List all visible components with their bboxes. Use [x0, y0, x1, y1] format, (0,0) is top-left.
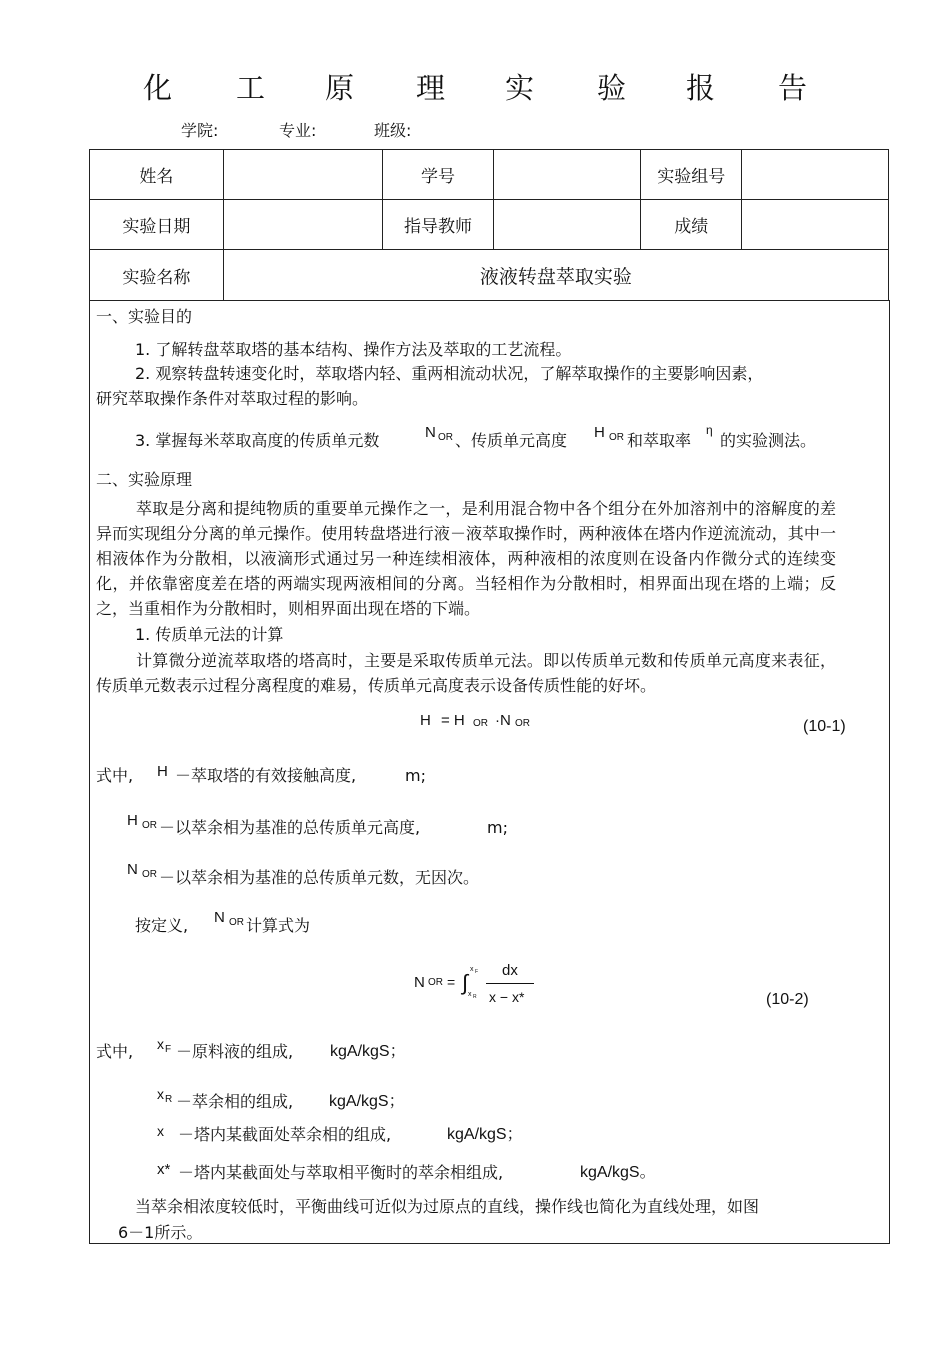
experiment-name-label: 实验名称: [90, 250, 224, 301]
principle-paragraph: 计算微分逆流萃取塔的塔高时，主要是采取传质单元法。即以传质单元数和传质单元高度来表征，传质单元数表示过程分离程度的难易，传质单元高度表示设备传质性能的好坏。: [96, 651, 836, 695]
numerator: dx: [502, 962, 518, 979]
unit-text: kgA/kgS；: [329, 1093, 405, 1110]
definition-text: －萃取塔的有效接触高度,: [175, 766, 357, 785]
objective-item: 的实验测法。: [720, 431, 817, 450]
eq1-h: H: [420, 712, 431, 729]
definition-text: 按定义,: [135, 916, 189, 935]
xr-symbol: x: [157, 1086, 164, 1102]
class-label: 班级:: [374, 121, 412, 140]
title-char: 报: [686, 71, 716, 105]
n-or-symbol: N: [127, 861, 138, 878]
integral-sign: ∫: [462, 970, 469, 995]
or-subscript: OR: [438, 432, 453, 443]
objective-item: 1. 了解转盘萃取塔的基本结构、操作方法及萃取的工艺流程。: [135, 340, 572, 359]
definition-prefix: 式中,: [96, 766, 134, 785]
eq2-n: N: [414, 974, 425, 991]
definition-text: －以萃余相为基准的总传质单元高度,: [159, 818, 421, 837]
lower-limit: x: [468, 991, 472, 998]
major-label: 专业:: [279, 121, 317, 140]
eta-symbol: η: [706, 423, 713, 437]
equation-number: (10-2): [766, 991, 809, 1008]
name-field[interactable]: [223, 150, 382, 200]
principle-paragraph: 萃取是分离和提纯物质的重要单元操作之一，是利用混合物中各个组分在外加溶剂中的溶解度的差异而实现组分分离的单元操作。使用转盘塔进行液－液萃取操作时，两种液体在塔内作逆流流动，其中一相液体作为分散相，以液滴形式通过另一种连续相液体，两种液相的浓度则在设备内作微分式的连续变化，并依靠密度差在塔的两端实现两液相间的分离。当轻相作为分散相时，相界面出现在塔的上端；反之，当重相作为分散相时，则相界面出现在塔的下端。: [96, 499, 836, 618]
fraction-bar: [486, 983, 534, 984]
date-field[interactable]: [223, 200, 382, 250]
unit-text: kgA/kgS；: [447, 1126, 523, 1143]
title-char: 化: [143, 71, 173, 105]
or-subscript: OR: [609, 432, 624, 443]
objective-item: 2. 观察转盘转速变化时，萃取塔内轻、重两相流动状况，了解萃取操作的主要影响因素，: [135, 364, 764, 383]
title-char: 原: [325, 71, 355, 105]
objective-item: 3. 掌握每米萃取高度的传质单元数: [135, 431, 380, 450]
title-char: 验: [597, 71, 627, 105]
unit-text: kgA/kgS。: [580, 1164, 656, 1181]
unit-text: kgA/kgS；: [330, 1043, 406, 1060]
definition-text: －萃余相的组成,: [176, 1092, 294, 1111]
info-table: [89, 149, 889, 301]
section-heading: 二、实验原理: [96, 470, 193, 489]
h-symbol: H: [157, 763, 168, 780]
f-subscript: F: [165, 1044, 172, 1055]
title-char: 理: [416, 71, 446, 105]
eq1-rhs: = H: [441, 712, 465, 729]
definition-text: －塔内某截面处萃余相的组成,: [178, 1125, 392, 1144]
upper-limit-sub: F: [475, 969, 479, 975]
title-char: 工: [236, 71, 266, 105]
x-symbol: x: [157, 1123, 164, 1139]
equation-number: (10-1): [803, 718, 846, 735]
r-subscript: R: [165, 1094, 173, 1105]
closing-paragraph: 当萃余相浓度较低时，平衡曲线可近似为过原点的直线，操作线也简化为直线处理，如图: [135, 1197, 760, 1216]
group-label: 实验组号: [641, 150, 742, 200]
subsection-heading: 1. 传质单元法的计算: [135, 625, 284, 644]
definition-text: －以萃余相为基准的总传质单元数，无因次。: [159, 868, 480, 887]
lower-limit-sub: R: [473, 994, 477, 1000]
x-star-symbol: x*: [157, 1161, 171, 1178]
unit-text: m;: [487, 818, 508, 837]
unit-text: m;: [405, 766, 426, 785]
upper-limit: x: [470, 966, 474, 973]
or-subscript: OR: [142, 820, 157, 831]
college-label: 学院:: [181, 121, 219, 140]
or-subscript: OR: [229, 917, 244, 928]
or-subscript: OR: [473, 718, 488, 729]
or-subscript: OR: [428, 977, 443, 988]
h-or-symbol: H: [127, 812, 138, 829]
definition-prefix: 式中,: [96, 1042, 134, 1061]
eq1-n: ·N: [495, 712, 511, 729]
xf-symbol: x: [157, 1036, 164, 1052]
h-or-symbol: H: [594, 424, 605, 441]
date-label: 实验日期: [90, 200, 224, 250]
name-label: 姓名: [90, 150, 224, 200]
eq2-equals: =: [447, 974, 456, 990]
title-char: 实: [505, 71, 535, 105]
denominator: x − x*: [489, 989, 525, 1005]
title-char: 告: [778, 71, 808, 105]
or-subscript: OR: [515, 718, 530, 729]
definition-text: －原料液的组成,: [176, 1042, 294, 1061]
closing-paragraph: 6－1所示。: [118, 1223, 203, 1242]
definition-text: 计算式为: [246, 916, 311, 935]
n-or-symbol: N: [214, 909, 225, 926]
experiment-name-value: 液液转盘萃取实验: [223, 250, 888, 301]
teacher-label: 指导教师: [382, 200, 494, 250]
objective-item: 和萃取率: [627, 431, 692, 450]
or-subscript: OR: [142, 869, 157, 880]
definition-text: －塔内某截面处与萃取相平衡时的萃余相组成,: [178, 1163, 504, 1182]
objective-item: 研究萃取操作条件对萃取过程的影响。: [96, 389, 369, 408]
grade-label: 成绩: [641, 200, 742, 250]
teacher-field[interactable]: [494, 200, 641, 250]
grade-field[interactable]: [742, 200, 889, 250]
group-field[interactable]: [742, 150, 889, 200]
objective-item: 、传质单元高度: [455, 431, 568, 450]
student-id-field[interactable]: [494, 150, 641, 200]
section-heading: 一、实验目的: [96, 307, 193, 326]
n-or-symbol: N: [425, 424, 436, 441]
student-id-label: 学号: [382, 150, 494, 200]
